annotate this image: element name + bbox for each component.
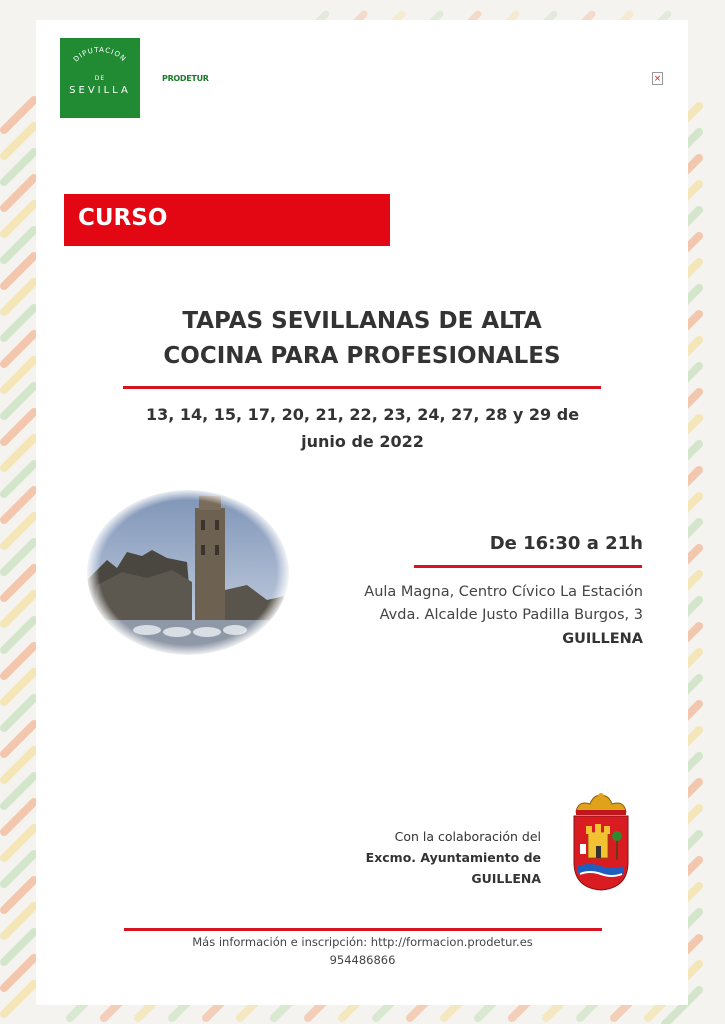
course-title-line-1: TAPAS SEVILLANAS DE ALTA bbox=[182, 308, 542, 334]
guillena-coat-of-arms-icon bbox=[570, 792, 632, 892]
collaboration-line-2: Excmo. Ayuntamiento de bbox=[365, 850, 541, 865]
footer-divider bbox=[124, 928, 602, 931]
diputacion-sevilla-logo bbox=[60, 38, 140, 118]
curso-label: CURSO bbox=[78, 205, 168, 231]
venue-line-1: Aula Magna, Centro Cívico La Estación bbox=[364, 584, 643, 600]
course-title-line-2: COCINA PARA PROFESIONALES bbox=[163, 343, 561, 369]
giralda-cathedral-photo bbox=[87, 490, 289, 655]
broken-image-icon: × bbox=[653, 74, 662, 84]
schedule-divider bbox=[414, 565, 642, 568]
logo-arc-text: DIPUTACION bbox=[72, 45, 128, 64]
dates-line-2: junio de 2022 bbox=[301, 432, 424, 451]
footer-phone: 954486866 bbox=[329, 953, 396, 967]
curso-banner bbox=[64, 194, 390, 246]
title-divider bbox=[123, 386, 601, 389]
dates-line-1: 13, 14, 15, 17, 20, 21, 22, 23, 24, 27, 28 y 29 de bbox=[145, 405, 580, 424]
logo-sevilla-text: SEVILLA bbox=[69, 85, 131, 96]
logo-de-text: DE bbox=[94, 75, 106, 82]
prodetur-logo-text: PRODETUR bbox=[162, 74, 209, 83]
venue-town: GUILLENA bbox=[562, 631, 643, 647]
collaboration-line-1: Con la colaboración del bbox=[394, 829, 541, 844]
venue-line-2: Avda. Alcalde Justo Padilla Burgos, 3 bbox=[379, 607, 643, 623]
schedule-time: De 16:30 a 21h bbox=[489, 533, 643, 554]
footer-info-text: Más información e inscripción: http://formacion.prodetur.es bbox=[192, 935, 533, 949]
svg-text:DIPUTACION bbox=[72, 46, 128, 64]
collaboration-town: GUILLENA bbox=[471, 871, 541, 886]
